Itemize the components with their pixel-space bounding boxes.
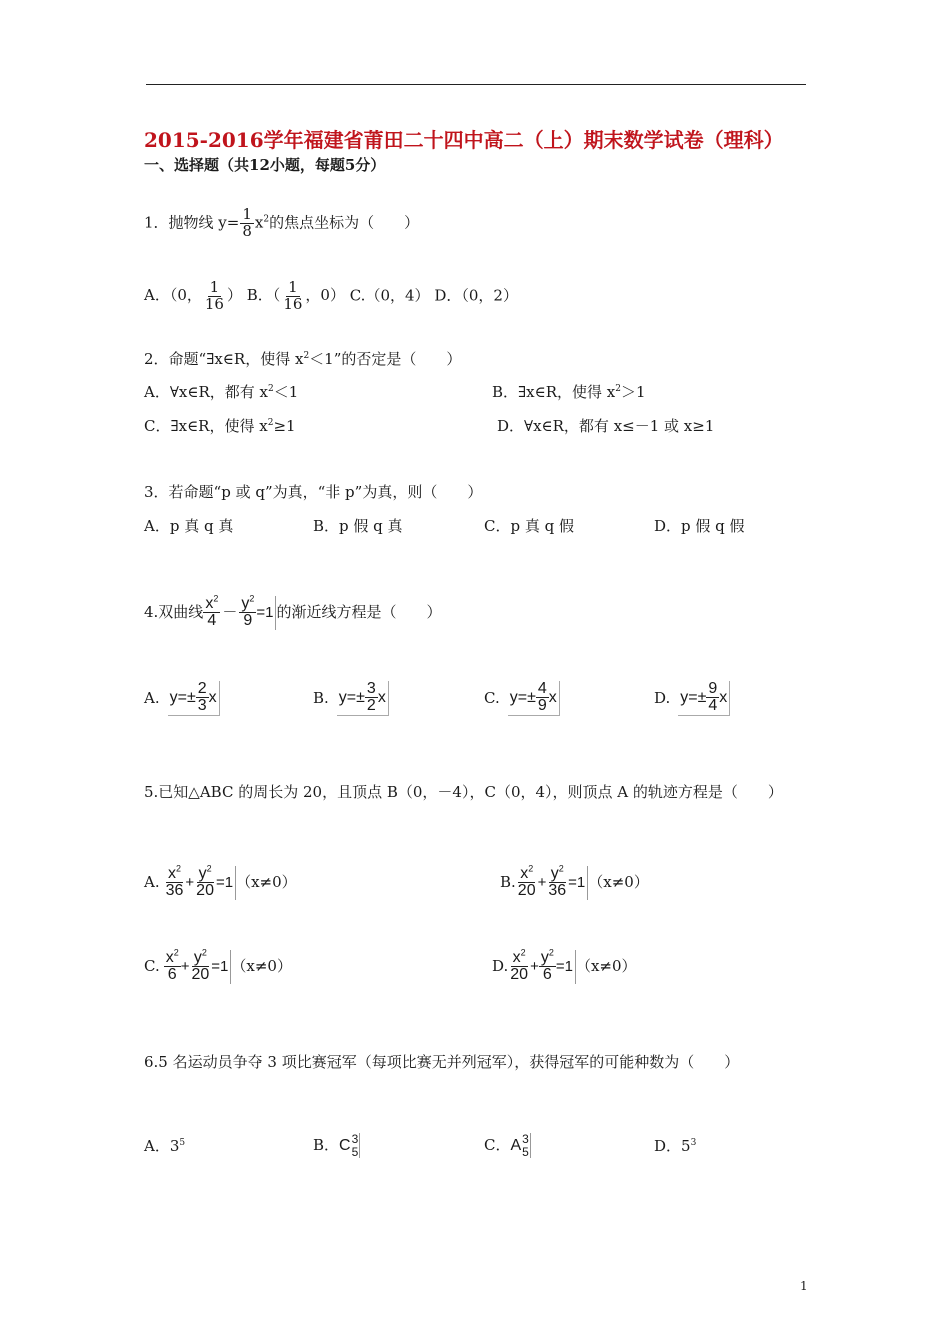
q4-option-a: A. y=± $\frac{2}{3}$ x — [144, 681, 220, 716]
q1-option-c: C.（0，4） — [349, 286, 430, 305]
question-1-options — [144, 280, 518, 313]
q3-option-a: A．p 真 q 真 — [144, 517, 234, 535]
question-3-stem: 3．若命题“p 或 q”为真，“非 p”为真，则（ ） — [144, 483, 483, 501]
header-rule — [146, 84, 806, 85]
q4-option-c: C. y=± $\frac{4}{9}$ x — [484, 681, 560, 716]
q6-option-d: D．$5^3$ — [654, 1137, 697, 1155]
q1-option-d: D．（0，2） — [434, 286, 518, 305]
q2-option-a: A．∀x∈R，都有 $x^2<1$ — [144, 383, 299, 401]
question-1-stem: 1．抛物线 y= $\frac{1}{8}$ $x^2$的焦点坐标为（ ） — [144, 205, 420, 240]
question-2-stem: 2．命题“∃x∈R，使得 $x^2<1$”的否定是（ ） — [144, 350, 462, 368]
q2-option-d: D．∀x∈R，都有 x≤－1 或 x≥1 — [497, 417, 715, 435]
q1-option-b: B．（ $\frac{1}{16}$ ，0） — [246, 278, 345, 313]
q1-option-a: A．（0， $\frac{1}{16}$ ） — [144, 278, 242, 313]
q1-fraction: $\frac{1}{8}$ — [242, 205, 252, 240]
q4-option-d: D. y=± $\frac{9}{4}$ x — [654, 681, 730, 716]
section-heading: 一、选择题（共12小题，每题5分） — [144, 156, 386, 174]
q2-option-b: B．∃x∈R，使得 $x^2>1$ — [492, 383, 646, 401]
q5-option-d: D. $\frac{x^2}{20}$ + $\frac{y^2}{6}$ =1 （x≠0） — [492, 947, 637, 984]
q4-hyperbola-equation: $\frac{x^2}{4}$ － $\frac{y^2}{9}$ =1 — [203, 596, 276, 630]
q5-option-b: B. $\frac{x^2}{20}$ + $\frac{y^2}{36}$ =1 （x≠0） — [500, 863, 649, 900]
page-title: 2015-2016学年福建省莆田二十四中高二（上）期末数学试卷（理科） — [144, 128, 784, 152]
question-4-stem: 4.双曲线 $\frac{x^2}{4}$ － $\frac{y^2}{9}$ =1 的渐近线方程是（ ） — [144, 593, 442, 630]
question-6-stem: 6.5 名运动员争夺 3 项比赛冠军（每项比赛无并列冠军），获得冠军的可能种数为（ ） — [144, 1053, 740, 1071]
q5-option-c: C. $\frac{x^2}{6}$ + $\frac{y^2}{20}$ =1 （x≠0） — [144, 947, 292, 984]
q6-option-b: B． C 3 5 — [313, 1132, 359, 1159]
q3-option-c: C．p 真 q 假 — [484, 517, 574, 535]
q3-option-b: B．p 假 q 真 — [313, 517, 403, 535]
q3-option-d: D．p 假 q 假 — [654, 517, 745, 535]
q1-stem-pre: 1．抛物线 y= — [144, 213, 240, 232]
page-number: 1 — [800, 1279, 808, 1293]
q2-option-c: C．∃x∈R，使得 $x^2\ge 1$ — [144, 417, 296, 435]
q4-option-b: B. y=± $\frac{3}{2}$ x — [313, 681, 389, 716]
q6-option-c: C． A 3 5 — [484, 1132, 529, 1159]
question-5-stem: 5.已知△ABC 的周长为 20，且顶点 B（0，－4），C（0，4），则顶点 A 的轨迹方程是（ ） — [144, 783, 783, 801]
q6-option-a: A．$3^5$ — [144, 1137, 186, 1155]
q5-option-a: A. $\frac{x^2}{36}$ + $\frac{y^2}{20}$ =1 （x≠0） — [144, 863, 297, 900]
